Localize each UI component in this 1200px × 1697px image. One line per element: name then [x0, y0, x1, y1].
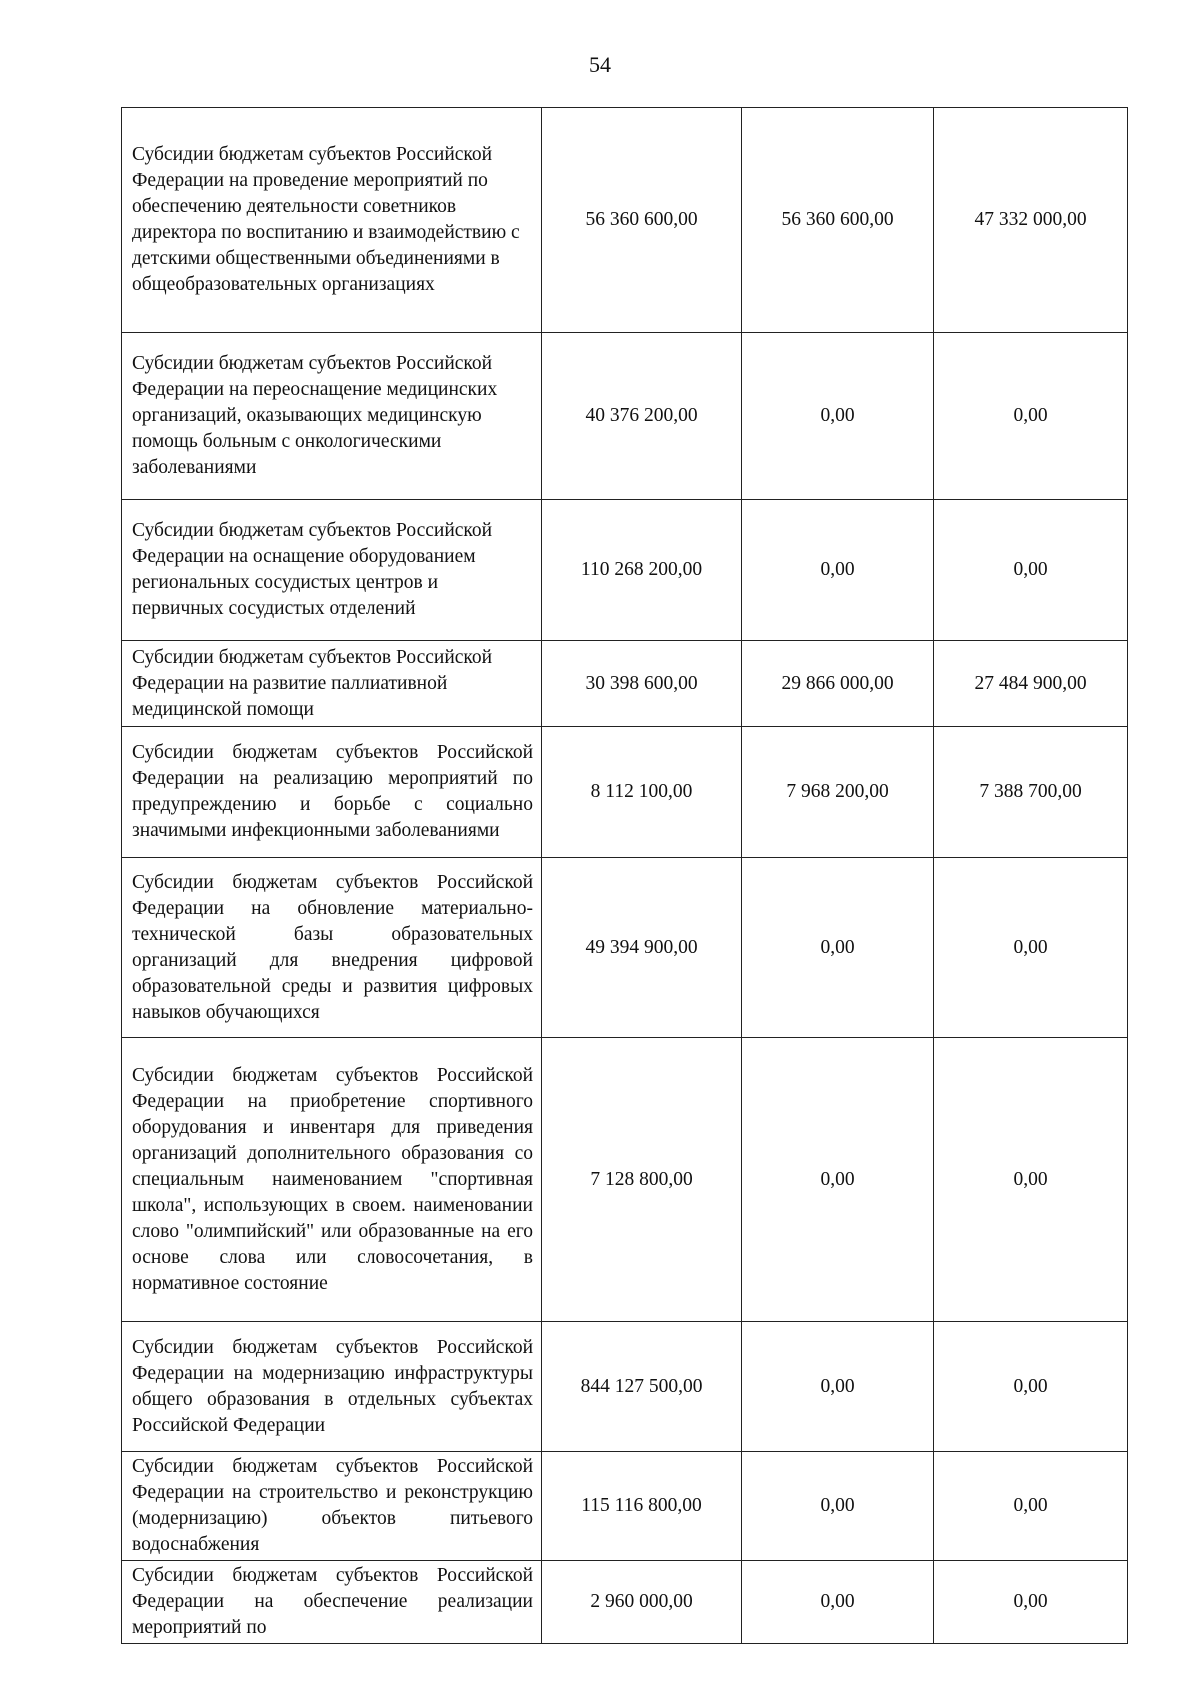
- value-cell: 844 127 500,00: [542, 1322, 742, 1452]
- table-row: [122, 1038, 1128, 1322]
- row-description: Субсидии бюджетам субъектов Российской Федерации на проведение мероприятий по обеспечению деятельности советников директора по воспитанию и взаимодействию с детскими общественными объединениями в общеобразовательных организациях: [122, 108, 542, 333]
- value-cell: 0,00: [934, 333, 1128, 500]
- value-cell: 110 268 200,00: [542, 500, 742, 641]
- value-cell: 2 960 000,00: [542, 1561, 742, 1644]
- value-cell: 0,00: [934, 500, 1128, 641]
- subsidies-table: [121, 107, 1128, 1644]
- value-cell: 115 116 800,00: [542, 1452, 742, 1561]
- page-number: 54: [589, 52, 611, 77]
- value-cell: 7 388 700,00: [934, 727, 1128, 858]
- row-description: Субсидии бюджетам субъектов Российской Федерации на строительство и реконструкцию (модернизацию) объектов питьевого водоснабжения: [122, 1452, 542, 1561]
- value-cell: 0,00: [934, 1322, 1128, 1452]
- table-row: [122, 333, 1128, 500]
- value-cell: 8 112 100,00: [542, 727, 742, 858]
- value-cell: 0,00: [934, 1452, 1128, 1561]
- value-cell: 0,00: [742, 333, 934, 500]
- row-description: Субсидии бюджетам субъектов Российской Федерации на переоснащение медицинских организаций, оказывающих медицинскую помощь больным с онкологическими заболеваниями: [122, 333, 542, 500]
- table-row: [122, 500, 1128, 641]
- value-cell: 0,00: [934, 1561, 1128, 1644]
- row-description: Субсидии бюджетам субъектов Российской Федерации на обновление материально-технической базы образовательных организаций для внедрения цифровой образовательной среды и развития цифровых навыков обучающихся: [122, 858, 542, 1038]
- value-cell: 0,00: [742, 1561, 934, 1644]
- table-row: [122, 108, 1128, 333]
- row-description: Субсидии бюджетам субъектов Российской Федерации на обеспечение реализации мероприятий по: [122, 1561, 542, 1644]
- value-cell: 0,00: [742, 1322, 934, 1452]
- table-row: [122, 1322, 1128, 1452]
- table-row: [122, 727, 1128, 858]
- value-cell: 7 128 800,00: [542, 1038, 742, 1322]
- table-row: [122, 1561, 1128, 1644]
- value-cell: 47 332 000,00: [934, 108, 1128, 333]
- value-cell: 27 484 900,00: [934, 641, 1128, 727]
- value-cell: 49 394 900,00: [542, 858, 742, 1038]
- value-cell: 0,00: [742, 1038, 934, 1322]
- value-cell: 29 866 000,00: [742, 641, 934, 727]
- value-cell: 7 968 200,00: [742, 727, 934, 858]
- table-row: [122, 1452, 1128, 1561]
- value-cell: 0,00: [742, 858, 934, 1038]
- row-description: Субсидии бюджетам субъектов Российской Федерации на реализацию мероприятий по предупреждению и борьбе с социально значимыми инфекционными заболеваниями: [122, 727, 542, 858]
- table-row: [122, 858, 1128, 1038]
- table-row: [122, 641, 1128, 727]
- row-description: Субсидии бюджетам субъектов Российской Федерации на приобретение спортивного оборудования и инвентаря для приведения организаций дополнительного образования со специальным наименованием "спортивная школа", использующих в своем. наименовании слово "олимпийский" или образованные на его основе слова или словосочетания, в нормативное состояние: [122, 1038, 542, 1322]
- value-cell: 56 360 600,00: [542, 108, 742, 333]
- value-cell: 40 376 200,00: [542, 333, 742, 500]
- value-cell: 0,00: [934, 1038, 1128, 1322]
- row-description: Субсидии бюджетам субъектов Российской Федерации на развитие паллиативной медицинской помощи: [122, 641, 542, 727]
- row-description: Субсидии бюджетам субъектов Российской Федерации на оснащение оборудованием региональных сосудистых центров и первичных сосудистых отделений: [122, 500, 542, 641]
- row-description: Субсидии бюджетам субъектов Российской Федерации на модернизацию инфраструктуры общего образования в отдельных субъектах Российской Федерации: [122, 1322, 542, 1452]
- value-cell: 0,00: [742, 500, 934, 641]
- value-cell: 56 360 600,00: [742, 108, 934, 333]
- value-cell: 0,00: [934, 858, 1128, 1038]
- value-cell: 0,00: [742, 1452, 934, 1561]
- value-cell: 30 398 600,00: [542, 641, 742, 727]
